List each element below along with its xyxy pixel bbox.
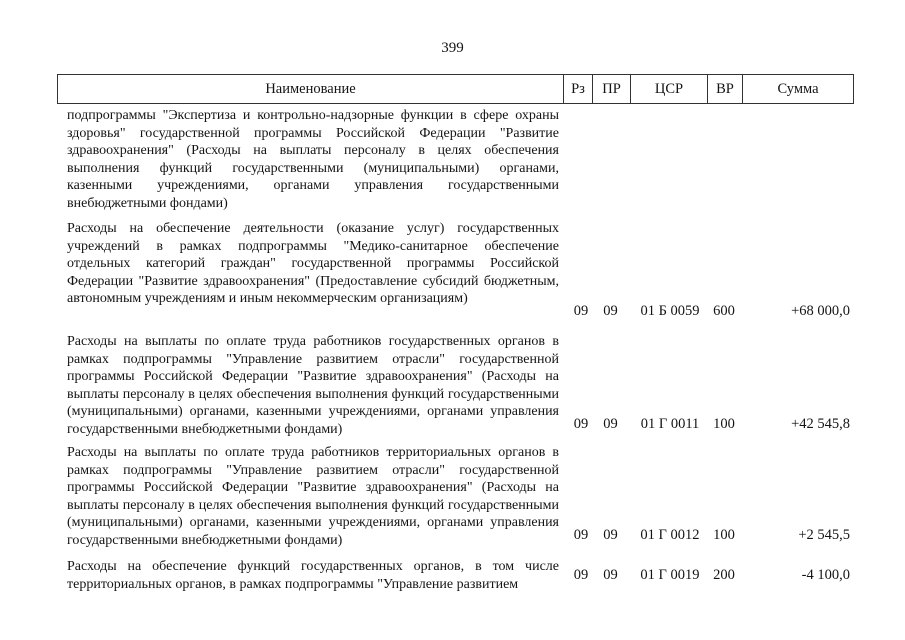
row-description: Расходы на обеспечение функций государственных органов, в том числе территориальных органов, в рамках подпрограммы "Управление развитием — [67, 559, 559, 592]
row-pr: 09 — [603, 303, 618, 319]
table-row — [57, 333, 854, 438]
row-sum: +42 545,8 — [791, 416, 850, 432]
page-number: 399 — [441, 40, 464, 56]
header-sum: Сумма — [742, 75, 853, 103]
row-csr: 01 Г 0019 — [640, 567, 700, 583]
row-vr: 200 — [713, 567, 735, 583]
row-sum: -4 100,0 — [801, 567, 850, 583]
row-csr: 01 Г 0012 — [640, 527, 700, 543]
row-description: Расходы на обеспечение деятельности (оказание услуг) государственных учреждений в рамках подпрограммы "Медико-санитарное обеспечение отдельных категорий граждан" государственной программы Российской Федерации "Развитие здравоохранения" (Предоставление субсидий бюджетным, автономным учреждениям и иным некоммерческим организациям) — [67, 221, 559, 306]
row-vr: 100 — [713, 416, 735, 432]
table-row — [57, 107, 854, 212]
row-vr: 600 — [713, 303, 735, 319]
row-pr: 09 — [603, 527, 618, 543]
row-rz: 09 — [573, 303, 589, 319]
row-pr: 09 — [603, 416, 618, 432]
table-row — [57, 220, 854, 325]
table-header — [57, 74, 854, 104]
row-rz: 09 — [573, 567, 589, 583]
table-row — [57, 558, 854, 598]
header-name: Наименование — [265, 81, 356, 97]
header-rz: Рз — [563, 75, 592, 103]
row-rz: 09 — [573, 527, 589, 543]
row-description: подпрограммы "Экспертиза и контрольно-надзорные функции в сфере охраны здоровья" государственной программы Российской Федерации "Развитие здравоохранения" (Расходы на выплаты персоналу в целях обеспечения выполнения функций государственными (муниципальными) органами, казенными учреждениями, органами управления государственными внебюджетными фондами) — [67, 108, 559, 211]
row-description: Расходы на выплаты по оплате труда работников территориальных органов в рамках подпрограммы "Управление развитием отрасли" государственной программы Российской Федерации "Развитие здравоохранения" (Расходы на выплаты персоналу в целях обеспечения выполнения функций государственными (муниципальными) органами, казенными учреждениями, органами управления государственными внебюджетными фондами) — [67, 445, 559, 548]
row-pr: 09 — [603, 567, 618, 583]
header-pr: ПР — [592, 75, 630, 103]
row-vr: 100 — [713, 527, 735, 543]
row-description: Расходы на выплаты по оплате труда работников государственных органов в рамках подпрограммы "Управление развитием отрасли" государственной программы Российской Федерации "Развитие здравоохранения" (Расходы на выплаты персоналу в целях обеспечения выполнения функций государственными (муниципальными) органами, казенными учреждениями, органами управления государственными внебюджетными фондами) — [67, 334, 559, 437]
header-vr: ВР — [707, 75, 742, 103]
table-row — [57, 444, 854, 549]
row-csr: 01 Б 0059 — [640, 303, 700, 319]
header-csr: ЦСР — [630, 75, 707, 103]
row-csr: 01 Г 0011 — [640, 416, 700, 432]
row-sum: +68 000,0 — [791, 303, 850, 319]
row-sum: +2 545,5 — [798, 527, 850, 543]
row-rz: 09 — [573, 416, 589, 432]
